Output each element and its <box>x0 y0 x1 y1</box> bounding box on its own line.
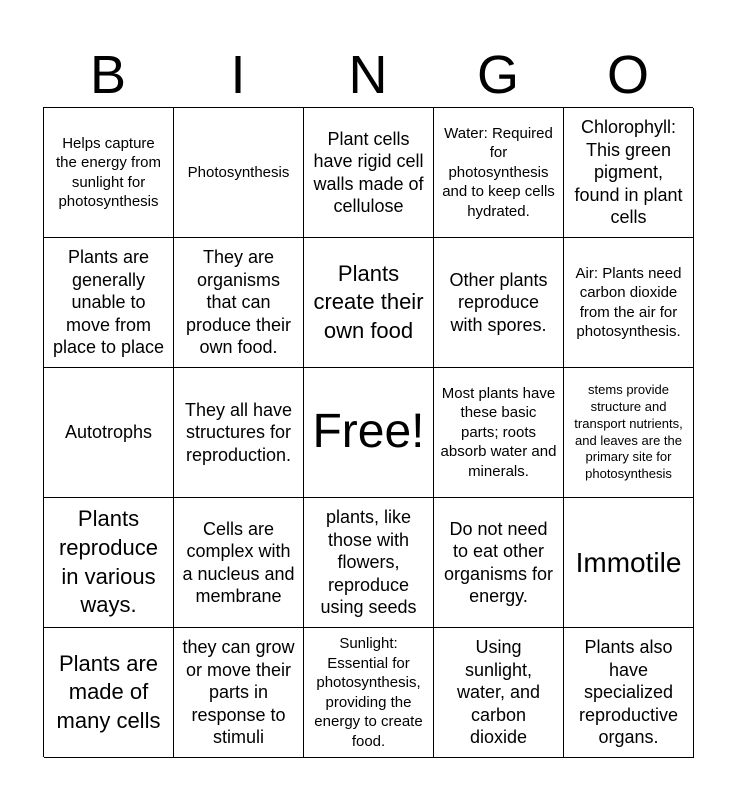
bingo-cell-r3-c1[interactable]: Cells are complex with a nucleus and membrane <box>174 498 304 628</box>
bingo-cell-r2-c4[interactable]: stems provide structure and transport nutrients, and leaves are the primary site for photosynthesis <box>564 368 694 498</box>
header-letter-b: B <box>89 45 127 105</box>
bingo-cell-r3-c0[interactable]: Plants reproduce in various ways. <box>44 498 174 628</box>
header-letter-g: G <box>476 45 519 105</box>
bingo-cell-r2-c3[interactable]: Most plants have these basic parts; roots absorb water and minerals. <box>434 368 564 498</box>
bingo-cell-r1-c1[interactable]: They are organisms that can produce their own food. <box>174 238 304 368</box>
bingo-cell-r2-c0[interactable]: Autotrophs <box>44 368 174 498</box>
bingo-cell-r4-c1[interactable]: they can grow or move their parts in response to stimuli <box>174 628 304 758</box>
bingo-cell-r4-c0[interactable]: Plants are made of many cells <box>44 628 174 758</box>
bingo-cell-r3-c4[interactable]: Immotile <box>564 498 694 628</box>
header-letter-o: O <box>606 45 649 105</box>
bingo-header <box>43 44 693 106</box>
bingo-board <box>43 107 693 757</box>
bingo-cell-r3-c2[interactable]: plants, like those with flowers, reproduce using seeds <box>304 498 434 628</box>
bingo-cell-r0-c2[interactable]: Plant cells have rigid cell walls made of cellulose <box>304 108 434 238</box>
bingo-cell-r0-c3[interactable]: Water: Required for photosynthesis and to keep cells hydrated. <box>434 108 564 238</box>
header-letter-n: N <box>348 45 388 105</box>
bingo-cell-r4-c4[interactable]: Plants also have specialized reproductive organs. <box>564 628 694 758</box>
bingo-cell-r1-c2[interactable]: Plants create their own food <box>304 238 434 368</box>
bingo-cell-r4-c2[interactable]: Sunlight: Essential for photosynthesis, providing the energy to create food. <box>304 628 434 758</box>
bingo-cell-r2-c1[interactable]: They all have structures for reproduction. <box>174 368 304 498</box>
bingo-cell-r0-c1[interactable]: Photosynthesis <box>174 108 304 238</box>
bingo-cell-r1-c4[interactable]: Air: Plants need carbon dioxide from the air for photosynthesis. <box>564 238 694 368</box>
bingo-cell-r4-c3[interactable]: Using sunlight, water, and carbon dioxide <box>434 628 564 758</box>
bingo-cell-r0-c4[interactable]: Chlorophyll: This green pigment, found in plant cells <box>564 108 694 238</box>
bingo-cell-r1-c3[interactable]: Other plants reproduce with spores. <box>434 238 564 368</box>
bingo-cell-r0-c0[interactable]: Helps capture the energy from sunlight for photosynthesis <box>44 108 174 238</box>
free-space-cell[interactable]: Free! <box>304 368 434 498</box>
bingo-cell-r1-c0[interactable]: Plants are generally unable to move from place to place <box>44 238 174 368</box>
header-letter-i: I <box>230 45 246 105</box>
bingo-cell-r3-c3[interactable]: Do not need to eat other organisms for energy. <box>434 498 564 628</box>
